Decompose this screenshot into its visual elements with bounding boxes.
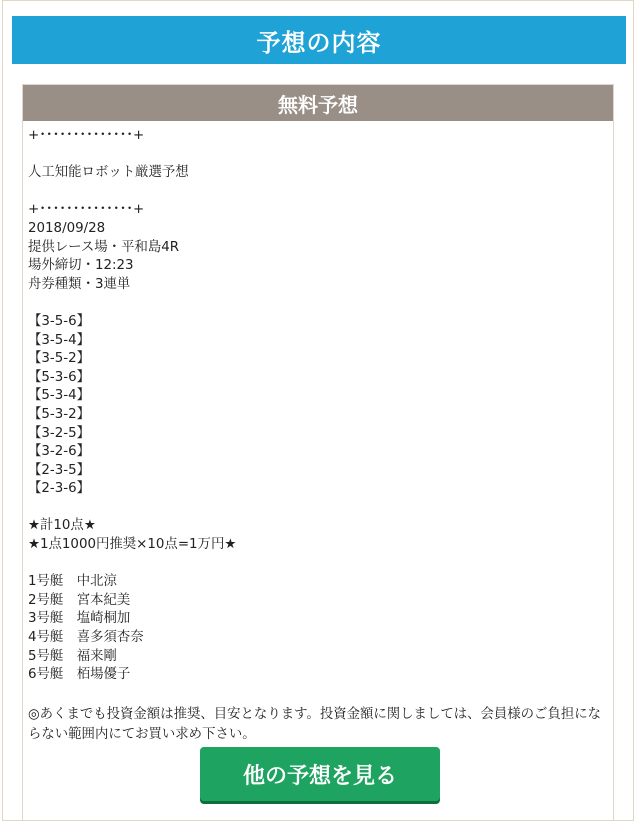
free-prediction-panel — [22, 84, 614, 821]
content-line: 場外締切・12:23 — [28, 258, 134, 274]
content-line: 【3-2-6】 — [28, 444, 91, 460]
content-line: 6号艇 栢場優子 — [28, 667, 131, 683]
content-line — [28, 294, 607, 313]
content-line: 【5-3-2】 — [28, 406, 91, 422]
content-line — [28, 146, 607, 165]
content-line: 提供レース場・平和島4R — [28, 239, 180, 255]
content-line — [28, 555, 607, 574]
content-line: 舟券種類・3連単 — [28, 276, 131, 292]
content-line: 【5-3-6】 — [28, 369, 91, 385]
content-line — [28, 183, 607, 202]
content-line: 1号艇 中北涼 — [28, 574, 117, 590]
panel-title: 無料予想 — [23, 85, 613, 121]
content-line — [28, 685, 607, 704]
content-line: 2018/09/28 — [28, 220, 106, 236]
content-line: +･･････････････+ — [28, 202, 145, 218]
content-line: 【2-3-5】 — [28, 462, 91, 478]
content-line: 4号艇 喜多須杏奈 — [28, 630, 144, 646]
content-line: 【5-3-4】 — [28, 388, 91, 404]
content-line: +･･････････････+ — [28, 128, 145, 143]
content-line: 【3-5-6】 — [28, 313, 91, 329]
investment-note: ◎あくまでも投資金額は推奨、目安となります。投資金額に関しましては、会員様のご負担にならない範囲内にてお買い求め下さい。 — [28, 707, 602, 743]
content-line: 【3-5-2】 — [28, 351, 91, 367]
prediction-content — [23, 121, 613, 745]
content-line: 3号艇 塩崎桐加 — [28, 611, 131, 627]
content-line: 【3-5-4】 — [28, 332, 91, 348]
content-line: ★1点1000円推奨×10点=1万円★ — [28, 537, 237, 553]
content-line: 人工知能ロボット厳選予想 — [28, 165, 189, 181]
content-line: 【2-3-6】 — [28, 481, 91, 497]
content-line: ★計10点★ — [28, 518, 96, 534]
view-other-predictions-button[interactable]: 他の予想を見る — [200, 747, 440, 801]
content-line: 5号艇 福来剛 — [28, 648, 117, 664]
page-title: 予想の内容 — [12, 16, 626, 64]
content-line — [28, 499, 607, 518]
content-line: 2号艇 宮本紀美 — [28, 592, 131, 608]
content-line: 【3-2-5】 — [28, 425, 91, 441]
